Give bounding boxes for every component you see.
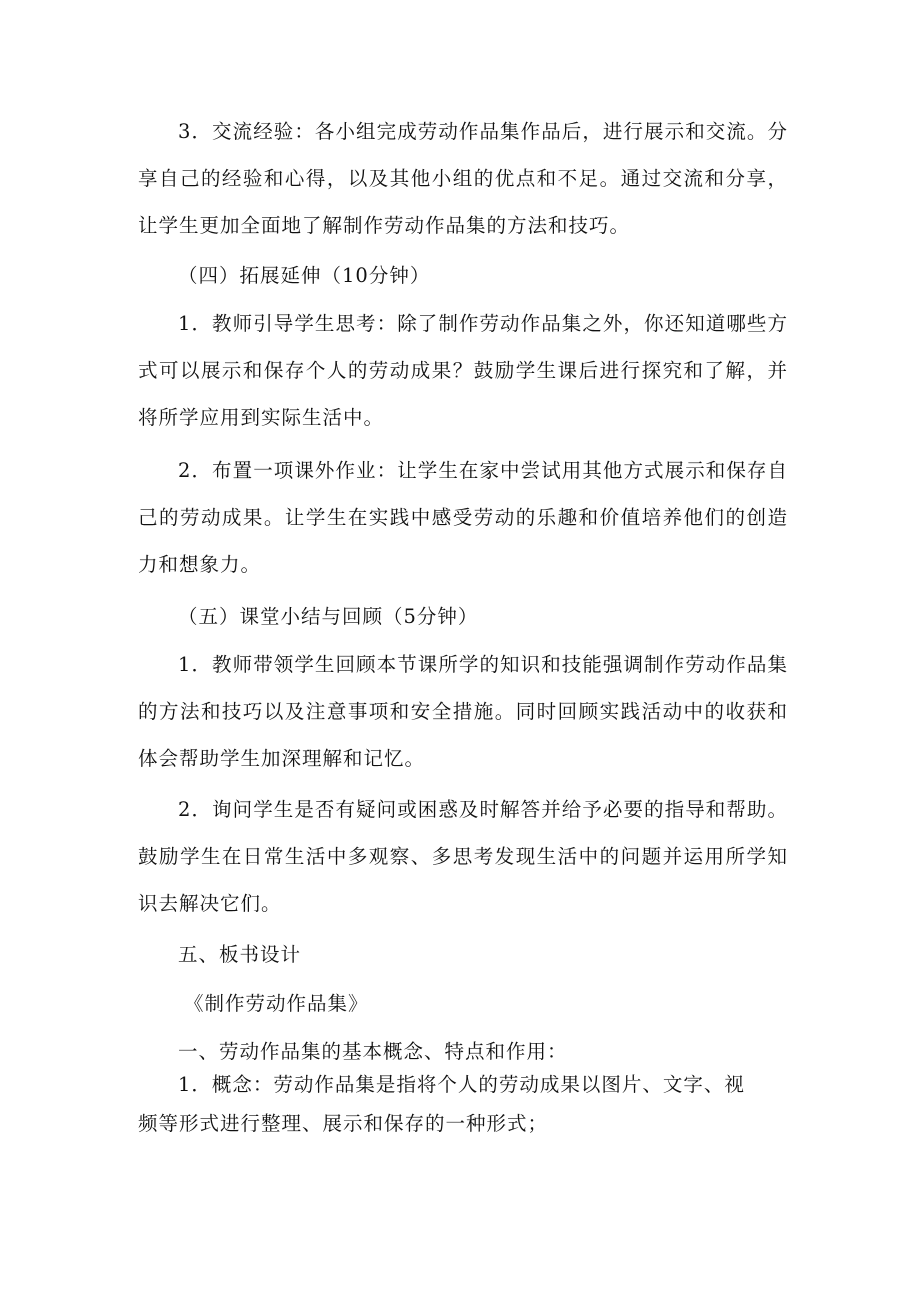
paragraph-review: 1．教师带领学生回顾本节课所学的知识和技能强调制作劳动作品集的方法和技巧以及注意事项和安全措施。同时回顾实践活动中的收获和体会帮助学生加深理解和记忆。 [138,653,788,770]
paragraph-questions: 2．询问学生是否有疑问或困惑及时解答并给予必要的指导和帮助。鼓励学生在日常生活中多观察、多思考发现生活中的问题并运用所学知识去解决它们。 [138,798,788,915]
board-design-heading: 五、板书设计 [178,943,302,966]
section-four-heading: （四）拓展延伸（10分钟） [178,264,431,287]
paragraph-guide-thinking: 1．教师引导学生思考：除了制作劳动作品集之外，你还知道哪些方式可以展示和保存个人的劳动成果？鼓励学生课后进行探究和了解，并将所学应用到实际生活中。 [138,312,788,429]
paragraph-exchange-experience: 3．交流经验：各小组完成劳动作品集作品后，进行展示和交流。分享自己的经验和心得，以及其他小组的优点和不足。通过交流和分享，让学生更加全面地了解制作劳动作品集的方法和技巧。 [138,120,788,237]
board-title: 《制作劳动作品集》 [184,992,369,1015]
board-item-one: 一、劳动作品集的基本概念、特点和作用： [178,1040,568,1063]
concept-line-2: 频等形式进行整理、展示和保存的一种形式； [138,1112,549,1135]
paragraph-homework: 2．布置一项课外作业：让学生在家中尝试用其他方式展示和保存自己的劳动成果。让学生在实践中感受劳动的乐趣和价值培养他们的创造力和想象力。 [138,459,788,576]
section-five-heading: （五）课堂小结与回顾（5分钟） [178,605,479,628]
concept-line-1: 1．概念：劳动作品集是指将个人的劳动成果以图片、文字、视 [178,1073,745,1096]
